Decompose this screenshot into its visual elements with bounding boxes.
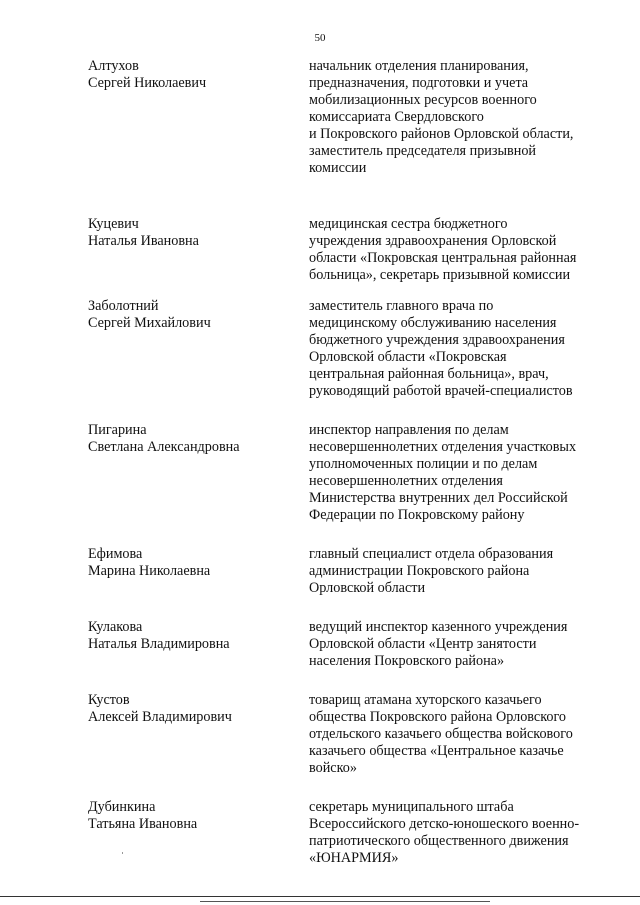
member-surname: Кустов	[88, 692, 130, 708]
member-given-name: Светлана Александровна	[88, 439, 240, 455]
member-role: заместитель главного врача по медицинскому обслуживанию населения бюджетного учреждения здравоохранения Орловской области «Покровская центральная районная больница», врач, руководящий работой врачей-специалистов	[309, 298, 573, 399]
member-role: главный специалист отдела образования администрации Покровского района Орловской области	[309, 546, 554, 596]
member-surname: Куцевич	[88, 216, 139, 232]
member-surname: Дубинкина	[88, 799, 156, 815]
member-name	[88, 692, 288, 726]
member-name	[88, 216, 288, 250]
member-surname: Заболотний	[88, 298, 159, 314]
member-name	[88, 546, 288, 580]
member-given-name: Марина Николаевна	[88, 563, 211, 579]
member-given-name: Алексей Владимирович	[88, 709, 232, 725]
member-surname: Ефимова	[88, 546, 143, 562]
member-name	[88, 799, 288, 833]
scan-speck	[122, 852, 123, 854]
member-entry	[0, 692, 640, 777]
member-role: начальник отделения планирования, предназначения, подготовки и учета мобилизационных ресурсов военного комиссариата Свердловского и Покровского районов Орловской области, заместитель председателя призывной комиссии	[309, 58, 574, 176]
member-role: товарищ атамана хуторского казачьего общества Покровского района Орловского отдельского казачьего общества войскового казачьего общества «Центральное казачье войско»	[309, 692, 573, 776]
member-role: медицинская сестра бюджетного учреждения здравоохранения Орловской области «Покровская центральная районная больница», секретарь призывной комиссии	[309, 216, 577, 283]
member-name	[88, 619, 288, 653]
page-number: 50	[314, 32, 326, 44]
member-name	[88, 298, 288, 332]
member-given-name: Татьяна Ивановна	[88, 816, 198, 832]
member-given-name: Сергей Михайлович	[88, 315, 211, 331]
member-given-name: Наталья Ивановна	[88, 233, 199, 249]
bottom-rule-secondary	[200, 901, 490, 902]
member-role: секретарь муниципального штаба Всероссийского детско-юношеского военно- патриотического общественного движения «ЮНАРМИЯ»	[309, 799, 580, 866]
member-role: инспектор направления по делам несовершеннолетних отделения участковых уполномоченных полиции и по делам несовершеннолетних отделения Министерства внутренних дел Российской Федерации по Покровскому району	[309, 422, 577, 523]
member-given-name: Наталья Владимировна	[88, 636, 230, 652]
member-entry	[0, 799, 640, 867]
bottom-rule	[0, 896, 640, 897]
member-role: ведущий инспектор казенного учреждения Орловской области «Центр занятости населения Покровского района»	[309, 619, 568, 669]
member-entry	[0, 546, 640, 597]
member-list	[0, 58, 640, 889]
member-entry	[0, 619, 640, 670]
member-surname: Кулакова	[88, 619, 143, 635]
member-surname: Алтухов	[88, 58, 139, 74]
member-entry	[0, 422, 640, 524]
member-entry	[0, 216, 640, 283]
member-given-name: Сергей Николаевич	[88, 75, 207, 91]
member-entry	[0, 298, 640, 400]
member-entry	[0, 58, 640, 194]
member-name	[88, 422, 288, 456]
member-surname: Пигарина	[88, 422, 147, 438]
member-name	[88, 58, 288, 92]
